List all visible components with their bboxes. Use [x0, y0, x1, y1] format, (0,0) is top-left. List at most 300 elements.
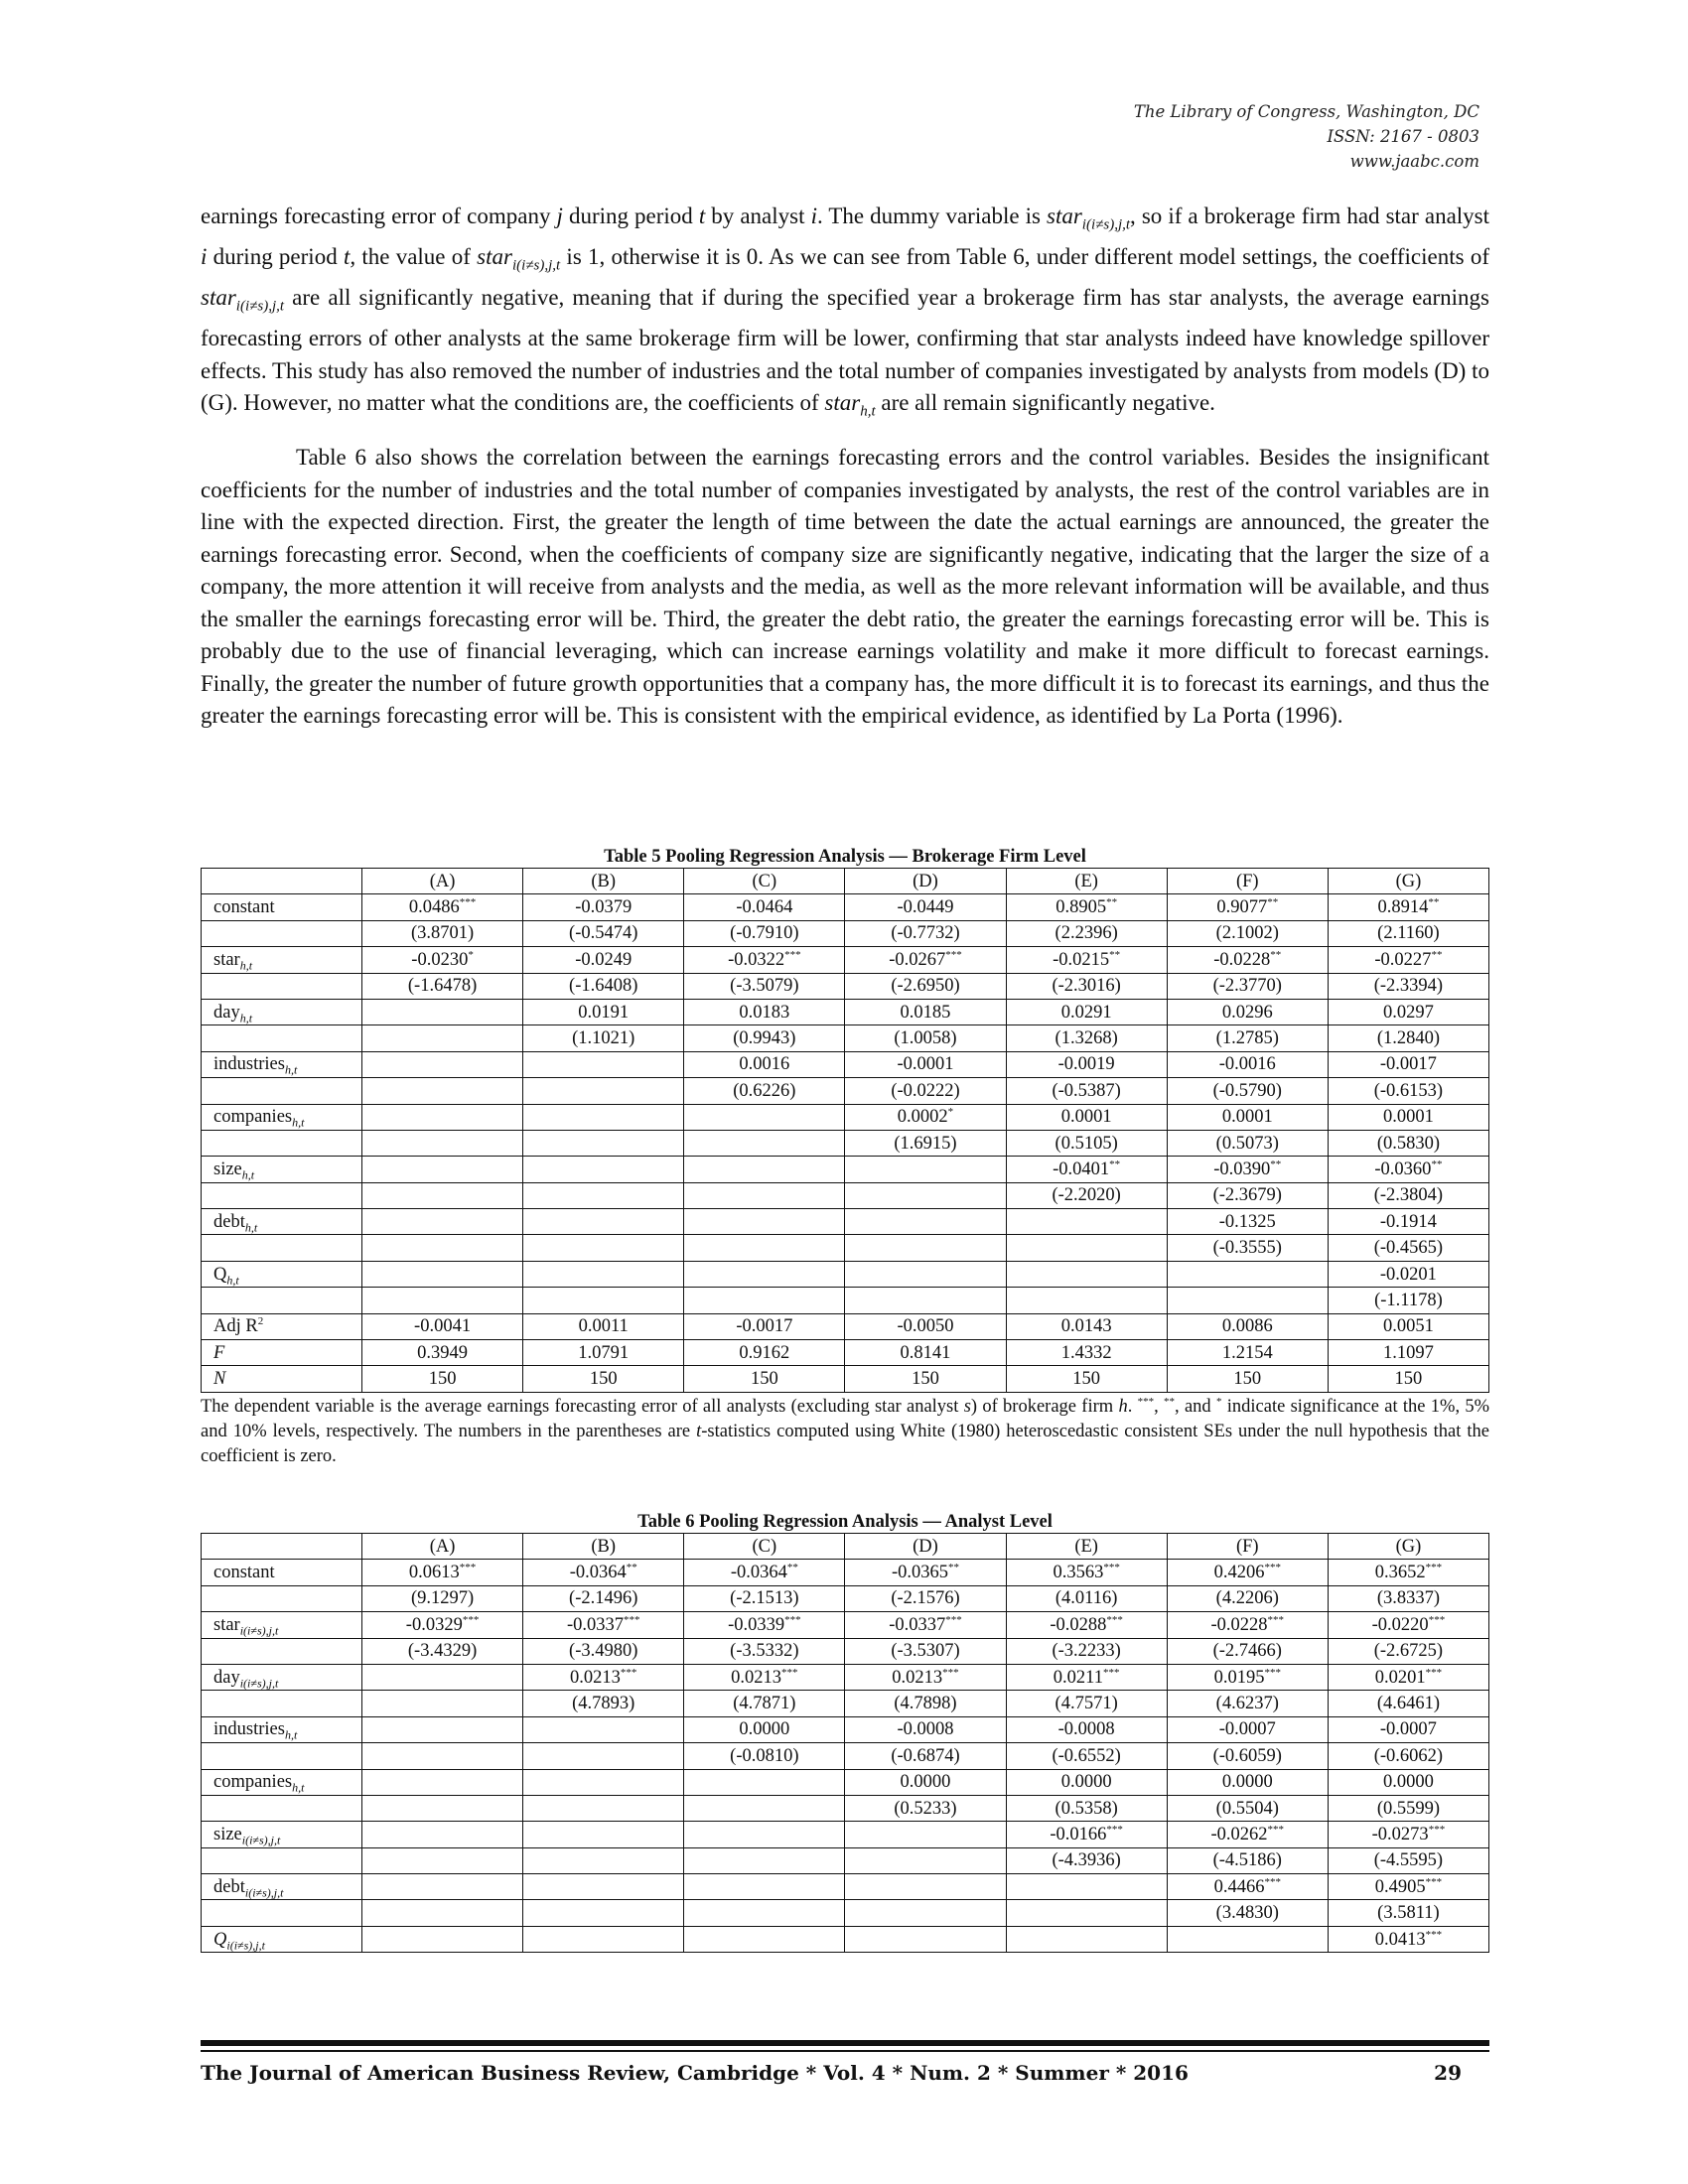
table-cell — [362, 1585, 523, 1611]
table-cell — [684, 1313, 845, 1339]
cell-value: (0.5233) — [894, 1798, 957, 1819]
significance-stars: *** — [459, 896, 477, 909]
table-row — [202, 947, 1489, 973]
row-label-subscript: h,t — [292, 1115, 305, 1130]
cell-value: (1.2840) — [1376, 1028, 1441, 1049]
row-label — [202, 1769, 362, 1795]
journal-footer — [201, 2058, 1489, 2088]
significance-stars: *** — [781, 1666, 798, 1679]
table-cell — [845, 1585, 1006, 1611]
table-cell — [1328, 1900, 1488, 1926]
table-cell — [523, 1261, 684, 1287]
row-label-subscript: h,t — [244, 1220, 258, 1235]
text-run: star — [1047, 204, 1082, 228]
row-label-text: Q — [213, 1264, 227, 1285]
table-cell — [362, 1612, 523, 1638]
table-cell — [1167, 1157, 1328, 1182]
cell-value: 150 — [1233, 1369, 1262, 1390]
table-cell — [684, 1078, 845, 1104]
table-row — [202, 1874, 1489, 1900]
row-label — [202, 894, 362, 920]
table-cell — [1006, 1900, 1167, 1926]
table-cell — [362, 894, 523, 920]
note-text-run: ) of brokerage firm — [970, 1396, 1119, 1417]
table-cell — [1328, 1051, 1488, 1077]
table-cell — [1167, 1261, 1328, 1287]
cell-value: -0.0008 — [1057, 1719, 1115, 1740]
cell-value: -0.0267 — [889, 949, 946, 970]
table-row — [202, 894, 1489, 920]
cell-value: (3.5811) — [1377, 1903, 1440, 1924]
column-header: (D) — [845, 1534, 1006, 1560]
table-cell — [1167, 1104, 1328, 1130]
table-cell — [362, 1664, 523, 1690]
cell-value: 0.4905 — [1374, 1876, 1426, 1897]
table-cell — [845, 1130, 1006, 1156]
significance-stars: ** — [1106, 896, 1118, 909]
cell-value: (-3.4980) — [569, 1641, 638, 1662]
significance-stars: *** — [1102, 1666, 1120, 1679]
row-label-subscript: h,t — [226, 1273, 239, 1288]
table-cell — [1328, 894, 1488, 920]
table-cell — [1328, 973, 1488, 999]
table-cell — [523, 1209, 684, 1235]
table-cell — [684, 1926, 845, 1952]
cell-value: 150 — [750, 1369, 778, 1390]
table-cell — [1167, 1926, 1328, 1952]
row-label — [202, 1612, 362, 1638]
text-run: star — [824, 390, 861, 416]
significance-stars: *** — [1425, 1928, 1443, 1941]
significance-stars: *** — [784, 948, 801, 961]
cell-value: (-2.3016) — [1052, 976, 1121, 997]
star-variable — [824, 390, 876, 420]
table-cell — [523, 973, 684, 999]
column-header: (C) — [684, 1534, 845, 1560]
table-cell — [845, 1051, 1006, 1077]
cell-value: 0.0201 — [1374, 1667, 1426, 1688]
table-cell — [684, 1847, 845, 1873]
table-cell — [1167, 894, 1328, 920]
row-label — [202, 1874, 362, 1900]
table-row — [202, 1769, 1489, 1795]
paragraph-1 — [201, 201, 1489, 428]
text-run: . The dummy variable is — [816, 204, 1047, 228]
significance-stars: ** — [1270, 948, 1282, 961]
significance-stars: ** — [1109, 1158, 1121, 1170]
table-cell — [362, 1769, 523, 1795]
row-label — [202, 1716, 362, 1742]
row-label-text: debt — [213, 1876, 245, 1897]
table-cell — [684, 1612, 845, 1638]
table-cell — [845, 1638, 1006, 1664]
table-cell — [684, 920, 845, 946]
cell-value: -0.0001 — [897, 1054, 954, 1075]
cell-value: (4.7898) — [894, 1694, 957, 1714]
table-cell — [523, 1612, 684, 1638]
cell-value: (-2.6725) — [1373, 1641, 1444, 1662]
row-label-text: debt — [213, 1211, 245, 1232]
table-cell — [1167, 1769, 1328, 1795]
cell-value: (0.5073) — [1215, 1133, 1279, 1154]
cell-value: -0.0041 — [414, 1316, 472, 1337]
table-cell — [1006, 973, 1167, 999]
row-label — [202, 1638, 362, 1664]
cell-value: (4.6237) — [1215, 1694, 1279, 1714]
column-header: (F) — [1167, 1534, 1328, 1560]
table-cell — [1328, 1638, 1488, 1664]
table-cell — [1006, 1366, 1167, 1392]
table-cell — [684, 1743, 845, 1769]
table-cell — [684, 1795, 845, 1821]
table-cell — [362, 1716, 523, 1742]
table-row — [202, 999, 1489, 1024]
table-cell — [523, 1235, 684, 1261]
table-cell — [845, 1900, 1006, 1926]
cell-value: (-2.3770) — [1212, 976, 1282, 997]
table-cell — [523, 1182, 684, 1208]
table-cell — [1167, 920, 1328, 946]
table-cell — [1167, 1847, 1328, 1873]
table-cell — [362, 1130, 523, 1156]
row-label — [202, 1313, 362, 1339]
table-cell — [1167, 973, 1328, 999]
header-issn: ISSN: 2167 - 0803 — [1327, 127, 1479, 146]
table-title: Table 6 Pooling Regression Analysis — Analyst Level — [637, 1512, 1053, 1532]
table-cell — [684, 973, 845, 999]
cell-value: (-2.2020) — [1052, 1185, 1121, 1206]
table-cell — [362, 1900, 523, 1926]
table-cell — [684, 1900, 845, 1926]
cell-value: -0.0228 — [1213, 949, 1271, 970]
table-cell — [1006, 894, 1167, 920]
note-text-run: * — [1215, 1395, 1222, 1408]
table-row — [202, 1209, 1489, 1235]
cell-value: (-0.7732) — [891, 923, 960, 944]
cell-value: -0.0273 — [1371, 1824, 1429, 1844]
table-row — [202, 1288, 1489, 1313]
row-label — [202, 1209, 362, 1235]
table-cell — [523, 1822, 684, 1847]
cell-value: -0.0322 — [728, 949, 785, 970]
text-run: are all significantly negative, meaning that if during the specified year a brokerage firm has star analysts, the average earnings forecasting errors of other analysts at the same brokerage firm will be lower, confirming that star analysts indeed have knowledge spillover effects. This study has also removed the number of industries and the total number of companies investigated by analysts from models (D) to (G). However, no matter what the conditions are, the coefficients of — [201, 285, 1489, 416]
table-cell — [362, 1261, 523, 1287]
row-label — [202, 1182, 362, 1208]
cell-value: (-0.7910) — [730, 923, 799, 944]
table-cell — [684, 1104, 845, 1130]
significance-stars: ** — [948, 1562, 960, 1574]
table-cell — [1328, 1235, 1488, 1261]
table-row — [202, 1235, 1489, 1261]
row-label — [202, 1261, 362, 1287]
table-cell — [1006, 1130, 1167, 1156]
table-cell — [845, 1104, 1006, 1130]
note-text-run: -statistics computed using White (1980) heteroscedastic consistent SEs under the null hypothesis that the coefficient is zero. — [201, 1421, 1489, 1466]
text-run: t — [698, 204, 706, 228]
cell-value: (0.5105) — [1055, 1133, 1118, 1154]
table-cell — [845, 894, 1006, 920]
cell-value: 0.0213 — [570, 1667, 621, 1688]
table-cell — [1006, 1104, 1167, 1130]
cell-value: (1.6915) — [894, 1133, 957, 1154]
cell-value: (-0.5387) — [1052, 1080, 1121, 1101]
table-cell — [1328, 1743, 1488, 1769]
text-run: star — [201, 285, 236, 311]
cell-value: 150 — [428, 1369, 457, 1390]
cell-value: 1.2154 — [1221, 1342, 1273, 1363]
cell-value: 0.0183 — [739, 1002, 790, 1023]
cell-value: (-0.5474) — [569, 923, 638, 944]
table-row — [202, 1340, 1489, 1366]
table-cell — [1006, 1716, 1167, 1742]
table-cell — [523, 1078, 684, 1104]
table-cell — [362, 1235, 523, 1261]
significance-stars: *** — [945, 948, 962, 961]
cell-value: (-4.5186) — [1212, 1850, 1282, 1871]
column-header: (A) — [362, 869, 523, 894]
table-cell — [1167, 1340, 1328, 1366]
table-row — [202, 1051, 1489, 1077]
cell-value: -0.0017 — [736, 1316, 793, 1337]
text-run: j — [556, 204, 563, 228]
significance-stars: *** — [1425, 1875, 1443, 1888]
significance-stars: *** — [1106, 1613, 1123, 1626]
row-label-subscript: i(i≠s),j,t — [239, 1676, 279, 1691]
row-label-text: day — [213, 1002, 240, 1023]
cell-value: (4.0116) — [1055, 1588, 1118, 1609]
table-cell — [845, 1235, 1006, 1261]
table-cell — [362, 973, 523, 999]
table-cell — [1167, 1288, 1328, 1313]
row-label-text: size — [213, 1824, 242, 1844]
table-cell — [1328, 1340, 1488, 1366]
table-cell — [523, 1926, 684, 1952]
cell-value: -0.0230 — [411, 949, 469, 970]
significance-stars: *** — [1103, 1562, 1120, 1574]
text-run: is 1, otherwise it is 0. As we can see from Table 6, under different model settings, the coefficients of — [560, 244, 1489, 270]
table-cell — [362, 1847, 523, 1873]
table-cell — [1006, 1664, 1167, 1690]
table-cell — [1167, 1078, 1328, 1104]
column-header: (G) — [1328, 869, 1488, 894]
table-cell — [1328, 1104, 1488, 1130]
column-header: (A) — [362, 1534, 523, 1560]
row-label — [202, 999, 362, 1024]
cell-value: (-4.5595) — [1373, 1850, 1444, 1871]
table-row — [202, 1716, 1489, 1742]
table-cell — [845, 1926, 1006, 1952]
cell-value: 0.0213 — [892, 1667, 943, 1688]
text-run: h,t — [860, 403, 876, 420]
cell-value: (-1.1178) — [1374, 1290, 1443, 1310]
note-text-run: , and — [1175, 1396, 1216, 1417]
star-variable — [1047, 204, 1131, 233]
cell-value: -0.0337 — [566, 1614, 624, 1635]
table-cell — [1167, 1664, 1328, 1690]
significance-stars: *** — [462, 1613, 480, 1626]
table-cell — [1006, 1847, 1167, 1873]
cell-value: 1.1097 — [1382, 1342, 1434, 1363]
cell-value: 0.0001 — [1382, 1107, 1434, 1128]
row-label — [202, 1926, 362, 1952]
significance-stars: *** — [1425, 1562, 1443, 1574]
table-row — [202, 1612, 1489, 1638]
table-cell — [1006, 1926, 1167, 1952]
text-run: i — [201, 244, 208, 270]
cell-value: (4.7871) — [733, 1694, 796, 1714]
table-cell — [1167, 999, 1328, 1024]
table-cell — [845, 1288, 1006, 1313]
table-cell — [362, 920, 523, 946]
cell-value: (-4.3936) — [1052, 1850, 1121, 1871]
cell-value: 0.0000 — [1060, 1772, 1112, 1793]
significance-stars: ** — [786, 1562, 798, 1574]
text-run: during period — [562, 204, 699, 228]
row-label-subscript: h,t — [284, 1063, 298, 1078]
text-run: are all remain significantly negative. — [875, 390, 1215, 416]
cell-value: (-0.4565) — [1373, 1238, 1444, 1259]
significance-stars: *** — [784, 1613, 801, 1626]
cell-value: (-0.6874) — [891, 1745, 960, 1766]
table-cell — [1328, 1078, 1488, 1104]
table-cell — [684, 1874, 845, 1900]
table-cell — [523, 1874, 684, 1900]
row-label-subscript: h,t — [292, 1780, 305, 1795]
table-cell — [845, 1612, 1006, 1638]
table-cell — [523, 947, 684, 973]
cell-value: -0.0227 — [1374, 949, 1432, 970]
significance-stars: *** — [1425, 1666, 1443, 1679]
table-row — [202, 973, 1489, 999]
table-row — [202, 1822, 1489, 1847]
table-cell — [845, 1157, 1006, 1182]
row-label-text: constant — [213, 897, 275, 918]
table-cell — [1328, 1130, 1488, 1156]
cell-value: (0.6226) — [733, 1080, 796, 1101]
cell-value: 0.0002 — [897, 1107, 948, 1128]
table-cell — [362, 1209, 523, 1235]
table-cell — [845, 1691, 1006, 1716]
cell-value: (0.5504) — [1215, 1798, 1279, 1819]
star-variable — [477, 244, 561, 274]
table-cell — [845, 1560, 1006, 1585]
table-header-row — [202, 869, 1489, 894]
row-label — [202, 1691, 362, 1716]
cell-value: (0.5358) — [1055, 1798, 1118, 1819]
table-cell — [523, 1288, 684, 1313]
table-cell — [1006, 1051, 1167, 1077]
cell-value: (3.8337) — [1376, 1588, 1441, 1609]
cell-value: 0.3652 — [1374, 1563, 1426, 1583]
row-label-text: Adj R — [213, 1316, 258, 1337]
table-cell — [845, 1664, 1006, 1690]
cell-value: -0.0390 — [1213, 1159, 1271, 1179]
table-cell — [684, 1261, 845, 1287]
table-cell — [1006, 1585, 1167, 1611]
table-cell — [523, 1340, 684, 1366]
cell-value: 0.3949 — [417, 1342, 468, 1363]
cell-value: 0.0191 — [578, 1002, 630, 1023]
row-label — [202, 1664, 362, 1690]
cell-value: (-3.5332) — [730, 1641, 799, 1662]
table-cell — [1006, 947, 1167, 973]
table-cell — [1006, 1769, 1167, 1795]
header-publisher: The Library of Congress, Washington, DC — [1133, 102, 1479, 121]
significance-stars: *** — [942, 1666, 959, 1679]
table-row — [202, 1926, 1489, 1952]
note-text-run: h — [1118, 1396, 1128, 1417]
cell-value: (1.0058) — [894, 1028, 957, 1049]
note-text-run: ** — [1164, 1395, 1176, 1408]
table-note — [201, 1395, 1489, 1469]
table-cell — [684, 1716, 845, 1742]
text-run: i(i≠s),j,t — [1081, 216, 1131, 233]
row-label — [202, 1025, 362, 1051]
table-row — [202, 1025, 1489, 1051]
column-header: (C) — [684, 869, 845, 894]
significance-stars: * — [947, 1106, 954, 1119]
row-label — [202, 1743, 362, 1769]
table-cell — [684, 1051, 845, 1077]
cell-value: (1.3268) — [1055, 1028, 1118, 1049]
cell-value: (-2.3804) — [1373, 1185, 1444, 1206]
table-row — [202, 1078, 1489, 1104]
cell-value: 150 — [1072, 1369, 1100, 1390]
table-cell — [1006, 1313, 1167, 1339]
table-cell — [684, 1235, 845, 1261]
regression-table — [201, 1533, 1489, 1953]
table-cell — [1167, 1585, 1328, 1611]
significance-stars: ** — [1109, 948, 1121, 961]
table-cell — [1167, 1691, 1328, 1716]
table-cell — [1167, 1209, 1328, 1235]
table-cell — [362, 1822, 523, 1847]
cell-value: 0.0296 — [1221, 1002, 1273, 1023]
cell-value: 0.0211 — [1053, 1667, 1103, 1688]
cell-value: -0.0249 — [575, 949, 633, 970]
table-cell — [1167, 1366, 1328, 1392]
table-cell — [523, 1025, 684, 1051]
table-cell — [1328, 1847, 1488, 1873]
column-header: (D) — [845, 869, 1006, 894]
table-row — [202, 1130, 1489, 1156]
row-label — [202, 1051, 362, 1077]
row-label-subscript: h,t — [241, 1167, 255, 1182]
significance-stars: *** — [620, 1666, 637, 1679]
cell-value: -0.0215 — [1053, 949, 1110, 970]
table-cell — [523, 894, 684, 920]
cell-value: (-3.5079) — [730, 976, 799, 997]
cell-value: (-3.4329) — [407, 1641, 478, 1662]
table-row — [202, 1743, 1489, 1769]
row-label — [202, 1235, 362, 1261]
significance-stars: ** — [1270, 1158, 1282, 1170]
row-label — [202, 1900, 362, 1926]
table-cell — [523, 1900, 684, 1926]
table-cell — [1006, 1743, 1167, 1769]
table-row — [202, 1261, 1489, 1287]
table-cell — [1328, 1691, 1488, 1716]
table-row — [202, 920, 1489, 946]
row-label-subscript: i(i≠s),j,t — [241, 1833, 281, 1847]
cell-value: (4.7571) — [1055, 1694, 1118, 1714]
table-cell — [1167, 1795, 1328, 1821]
table-cell — [1006, 920, 1167, 946]
table-cell — [1328, 999, 1488, 1024]
cell-value: (2.1160) — [1377, 923, 1440, 944]
body-text — [201, 201, 1489, 747]
significance-stars: *** — [623, 1613, 640, 1626]
